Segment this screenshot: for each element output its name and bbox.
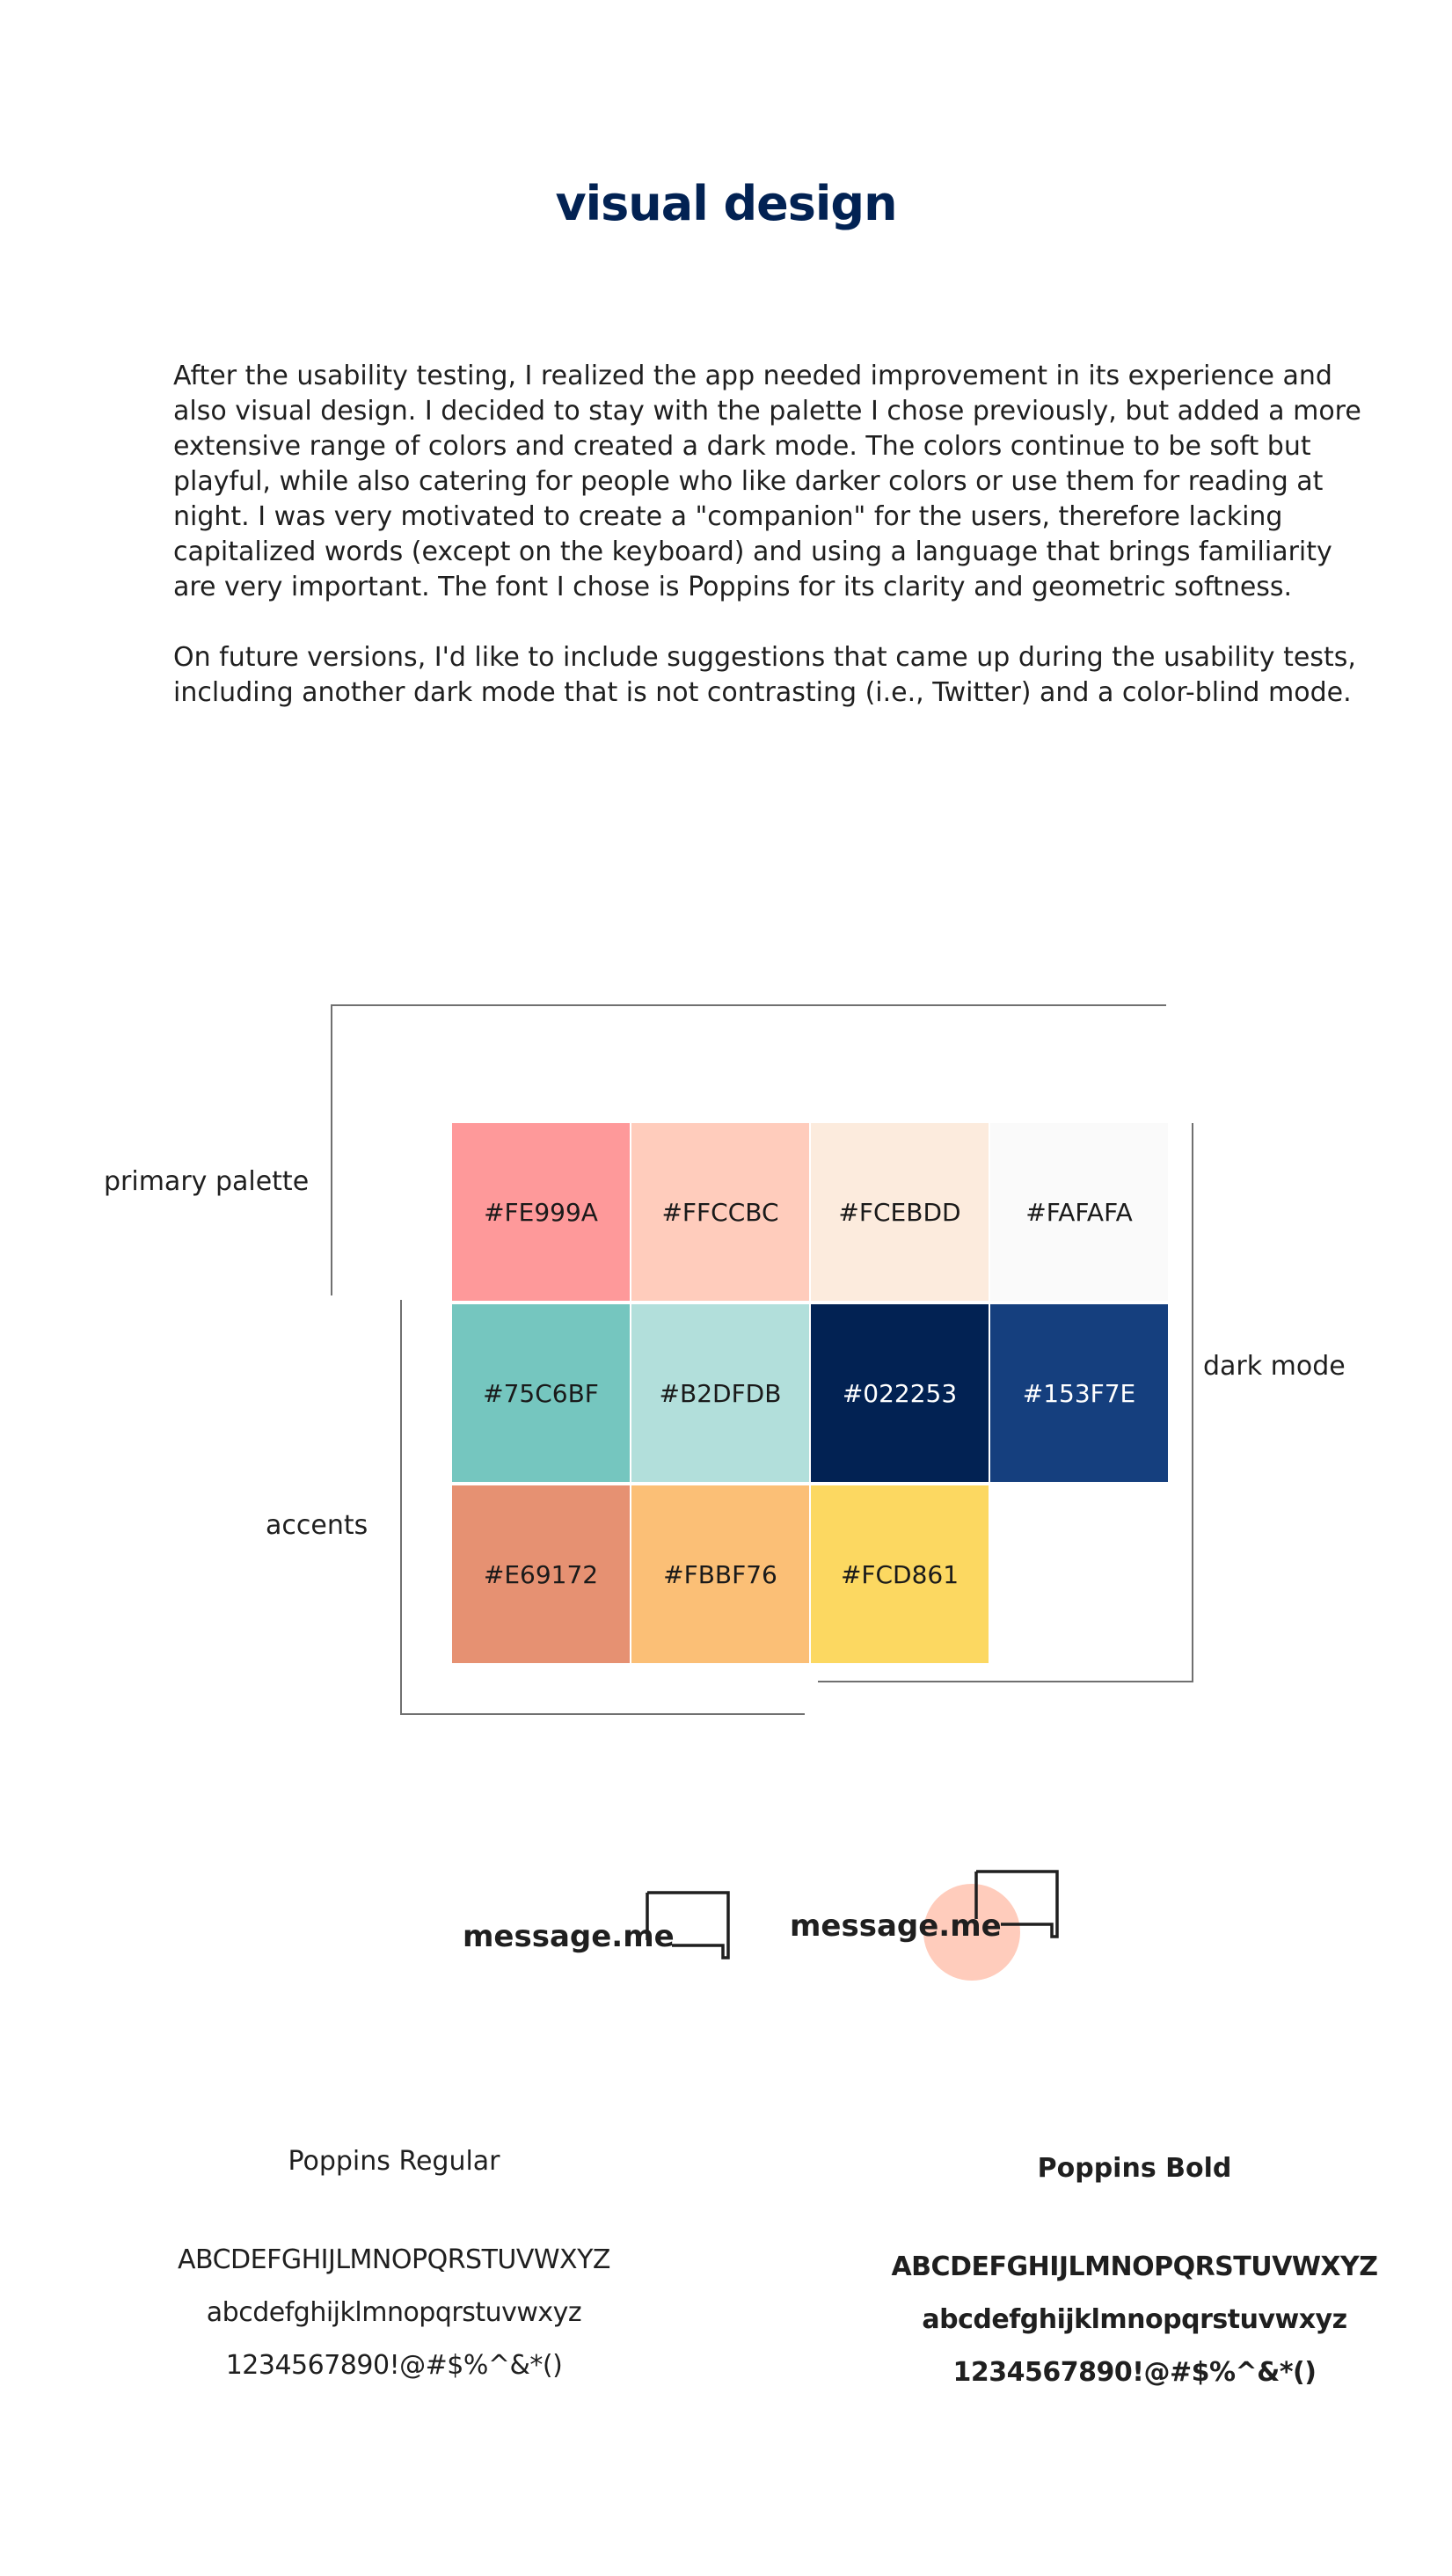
color-swatch [811,1304,989,1482]
intro-paragraph: After the usability testing, I realized the app needed improvement in its experience and also visual design. I decided to stay with the palette I chose previously, but added a more extensive range of colors and created a dark mode. The colors continue to be soft but playful, while also catering for people who like darker colors or use them for reading at night. I was very motivated to create a "companion" for the users, therefore lacking capitalized words (except on the keyboard) and using a language that brings familiarity are very important. The font I chose is Poppins for its clarity and geometric softness. [173,361,1361,602]
swatch-hex-label: #FCD861 [840,1559,959,1589]
color-swatch [631,1304,809,1482]
color-swatch [452,1304,630,1482]
primary-bracket-left [331,1004,332,1295]
speech-bubble-icon [646,1891,733,1961]
accents-label: accents [266,1510,368,1541]
logo-wordmark: message.me [463,1919,675,1954]
font-bold-numbers: 1234567890!@#$%^&*() [952,2357,1317,2388]
swatch-hex-label: #FBBF76 [663,1559,777,1589]
font-regular-lowercase: abcdefghijklmnopqrstuvwxyz [206,2297,582,2328]
font-regular-numbers: 1234567890!@#$%^&*() [225,2350,563,2381]
dark-mode-label: dark mode [1203,1351,1346,1382]
swatch-hex-label: #75C6BF [483,1378,599,1408]
page-title: visual design [555,176,897,231]
font-bold-uppercase: ABCDEFGHIJLMNOPQRSTUVWXYZ [891,2251,1378,2282]
color-palette-grid [452,1123,1173,1668]
color-swatch [990,1304,1168,1482]
color-swatch [631,1123,809,1301]
font-regular-uppercase: ABCDEFGHIJLMNOPQRSTUVWXYZ [178,2244,610,2275]
swatch-hex-label: #FFCCBC [661,1197,779,1227]
swatch-hex-label: #B2DFDB [659,1378,782,1408]
color-swatch [452,1485,630,1663]
logo-highlight [790,1870,1080,1984]
speech-bubble-icon [974,1870,1062,1940]
swatch-hex-label: #E69172 [483,1559,599,1589]
color-swatch [990,1123,1168,1301]
color-swatch [452,1123,630,1301]
primary-bracket-top [331,1004,1166,1006]
swatch-hex-label: #022253 [842,1378,958,1408]
font-regular-name: Poppins Regular [288,2146,500,2177]
logo-wordmark: message.me [790,1908,1002,1944]
dark-bracket-bottom [818,1681,1193,1682]
swatch-hex-label: #153F7E [1022,1378,1136,1408]
font-bold-name: Poppins Bold [1037,2153,1232,2184]
font-bold-lowercase: abcdefghijklmnopqrstuvwxyz [922,2304,1347,2335]
swatch-hex-label: #FAFAFA [1025,1197,1133,1227]
accents-bracket-bottom [400,1713,805,1715]
color-swatch [631,1485,809,1663]
primary-palette-label: primary palette [104,1166,310,1197]
intro-text [173,359,1369,746]
intro-paragraph: On future versions, I'd like to include suggestions that came up during the usability tests, including another dark mode that is not contrasting (i.e., Twitter) and a color-blind mode. [173,642,1356,708]
color-swatch [811,1485,989,1663]
logo-plain [463,1882,744,1970]
dark-bracket-right [1192,1123,1193,1682]
color-swatch [811,1123,989,1301]
swatch-hex-label: #FCEBDD [838,1197,961,1227]
accents-bracket-left [400,1300,402,1715]
swatch-hex-label: #FE999A [484,1197,598,1227]
